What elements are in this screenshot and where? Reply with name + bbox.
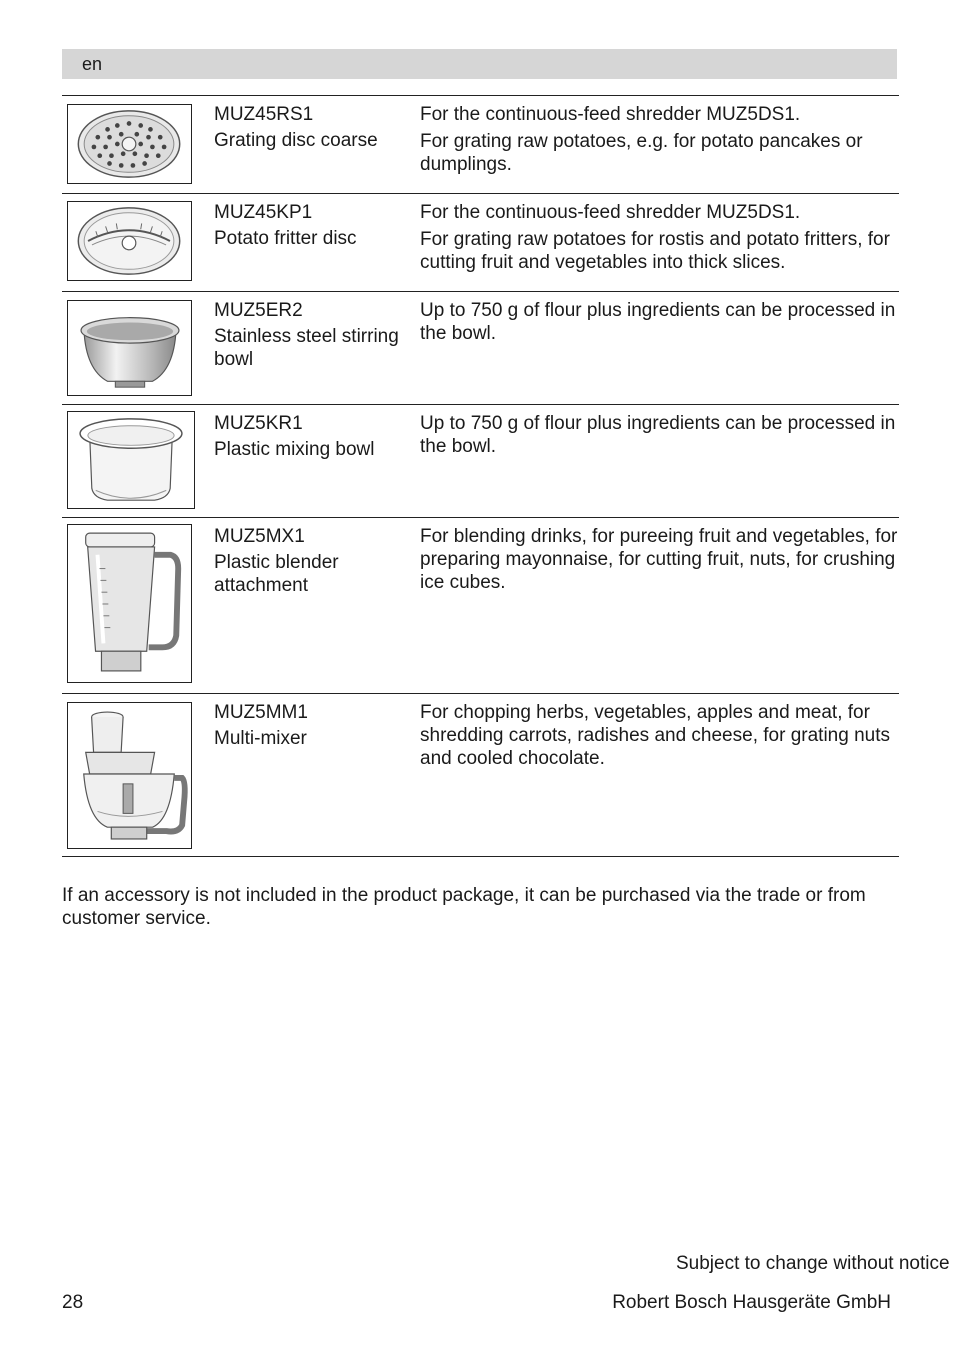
name-cell (214, 701, 404, 750)
description-cell (420, 701, 898, 774)
product-code: MUZ45RS1 (214, 104, 314, 125)
description-text: For grating raw potatoes for rostis and potato fritters, for cutting fruit and vegetables into thick slices. (420, 229, 890, 273)
table-row (62, 405, 899, 518)
steel-bowl-icon (67, 300, 192, 396)
table-row (62, 194, 899, 292)
product-name: Stainless steel stirring bowl (214, 326, 399, 370)
name-cell (214, 412, 404, 461)
language-label: en (82, 54, 103, 74)
language-bar (62, 49, 897, 79)
description-cell (420, 412, 898, 462)
product-code: MUZ45KP1 (214, 202, 313, 223)
product-code: MUZ5MM1 (214, 702, 308, 723)
product-code: MUZ5KR1 (214, 413, 303, 434)
table-row (62, 96, 899, 194)
description-text: For the continuous-feed shredder MUZ5DS1. (420, 104, 801, 125)
product-name: Multi-mixer (214, 728, 307, 749)
page-number: 28 (62, 1292, 84, 1313)
company-name: Robert Bosch Hausgeräte GmbH (612, 1292, 891, 1313)
multi-mixer-icon (67, 702, 192, 849)
product-name: Grating disc coarse (214, 130, 378, 151)
description-cell (420, 299, 898, 349)
description-text: Up to 750 g of flour plus ingredients can be processed in the bowl. (420, 413, 896, 457)
product-name: Plastic blender attachment (214, 552, 339, 596)
table-row (62, 694, 899, 857)
accessories-table (62, 95, 899, 857)
description-cell (420, 103, 898, 180)
name-cell (214, 299, 404, 371)
fritter-disc-icon (67, 201, 192, 281)
blender-icon (67, 524, 192, 683)
description-text: For the continuous-feed shredder MUZ5DS1. (420, 202, 801, 223)
description-text: Up to 750 g of flour plus ingredients can be processed in the bowl. (420, 300, 896, 344)
description-cell (420, 525, 898, 598)
description-text: For blending drinks, for pureeing fruit and vegetables, for preparing mayonnaise, for cutting fruit, nuts, for crushing ice cubes. (420, 526, 898, 593)
name-cell (214, 525, 404, 597)
description-cell (420, 201, 898, 278)
product-code: MUZ5MX1 (214, 526, 305, 547)
product-code: MUZ5ER2 (214, 300, 303, 321)
subject-to-change-text: Subject to change without notice (676, 1253, 950, 1274)
grating-disc-icon (67, 104, 192, 184)
name-cell (214, 201, 404, 250)
table-row (62, 518, 899, 694)
table-row (62, 292, 899, 405)
description-text: For grating raw potatoes, e.g. for potato pancakes or dumplings. (420, 131, 863, 175)
name-cell (214, 103, 404, 152)
product-name: Potato fritter disc (214, 228, 357, 249)
plastic-bowl-icon (67, 411, 195, 509)
product-name: Plastic mixing bowl (214, 439, 375, 460)
description-text: For chopping herbs, vegetables, apples and meat, for shredding carrots, radishes and cheese, for grating nuts and cooled chocolate. (420, 702, 890, 769)
purchase-note: If an accessory is not included in the product package, it can be purchased via the trade or from customer service. (62, 885, 866, 929)
